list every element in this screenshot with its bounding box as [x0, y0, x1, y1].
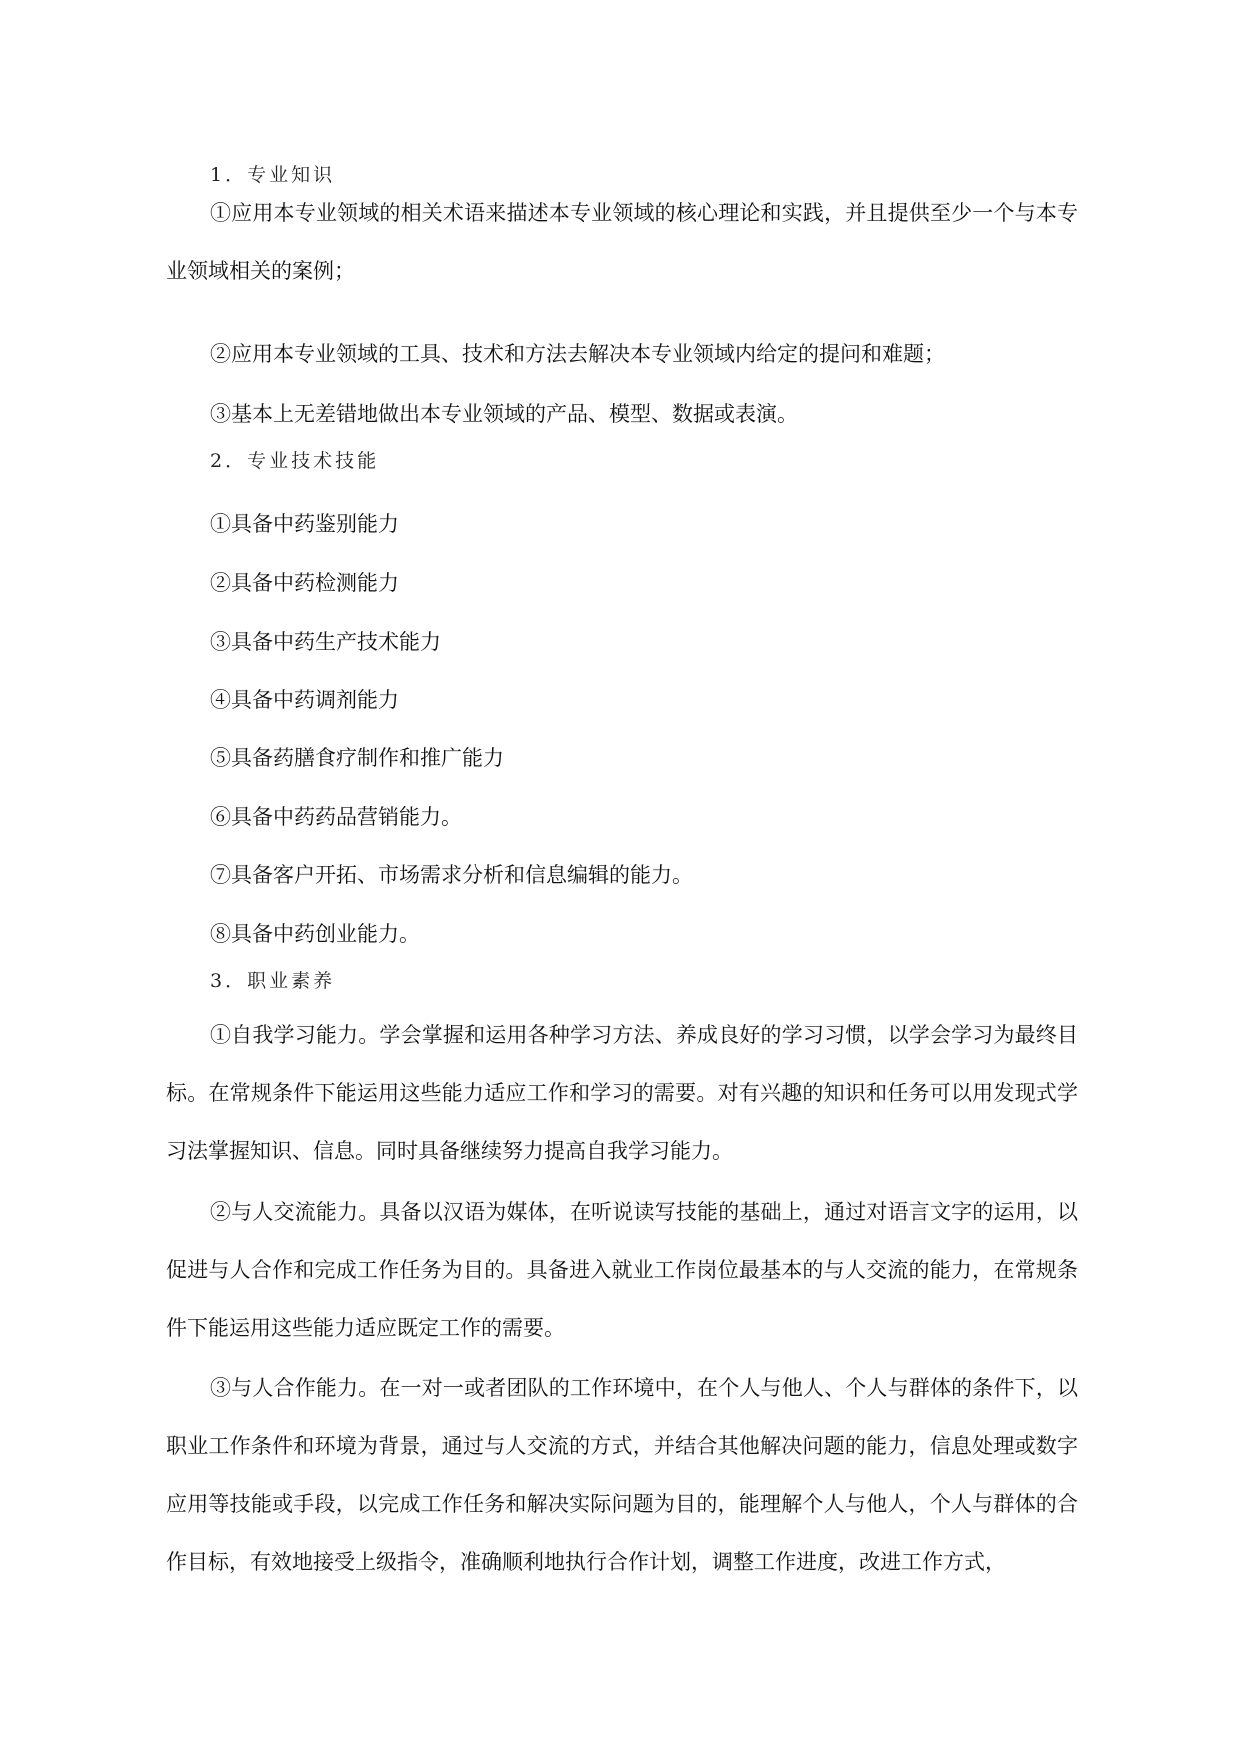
skill-item-4: ④具备中药调剂能力 — [210, 688, 399, 712]
skill-item-1: ①具备中药鉴别能力 — [210, 512, 399, 536]
knowledge-item-2: ②应用本专业领域的工具、技术和方法去解决本专业领域内给定的提问和难题； — [210, 342, 945, 366]
skill-item-8: ⑧具备中药创业能力。 — [210, 922, 420, 946]
skill-item-2: ②具备中药检测能力 — [210, 571, 399, 595]
section-heading-professional-quality: 3．职业素养 — [210, 970, 336, 992]
knowledge-item-1: ①应用本专业领域的相关术语来描述本专业领域的核心理论和实践，并且提供至少一个与本专业领域相关的案例； — [166, 201, 1078, 283]
quality-item-3: ③与人合作能力。在一对一或者团队的工作环境中，在个人与他人、个人与群体的条件下，以职业工作条件和环境为背景，通过与人交流的方式，并结合其他解决问题的能力，信息处理或数字应用等技能或手段，以完成工作任务和解决实际问题为目的，能理解个人与他人，个人与群体的合作目标，有效地接受上级指令，准确顺利地执行合作计划，调整工作进度，改进工作方式， — [166, 1376, 1078, 1574]
skill-item-3: ③具备中药生产技术能力 — [210, 630, 441, 654]
section-heading-knowledge: 1．专业知识 — [210, 164, 336, 186]
skill-item-5: ⑤具备药膳食疗制作和推广能力 — [210, 746, 504, 770]
knowledge-item-3: ③基本上无差错地做出本专业领域的产品、模型、数据或表演。 — [210, 402, 798, 426]
skill-item-6: ⑥具备中药药品营销能力。 — [210, 805, 462, 829]
skill-item-7: ⑦具备客户开拓、市场需求分析和信息编辑的能力。 — [210, 863, 693, 887]
section-heading-technical-skills: 2．专业技术技能 — [210, 450, 380, 472]
quality-item-2: ②与人交流能力。具备以汉语为媒体，在听说读写技能的基础上，通过对语言文字的运用，以促进与人合作和完成工作任务为目的。具备进入就业工作岗位最基本的与人交流的能力，在常规条件下能运用这些能力适应既定工作的需要。 — [166, 1200, 1078, 1340]
quality-item-1: ①自我学习能力。学会掌握和运用各种学习方法、养成良好的学习习惯，以学会学习为最终目标。在常规条件下能运用这些能力适应工作和学习的需要。对有兴趣的知识和任务可以用发现式学习法掌握知识、信息。同时具备继续努力提高自我学习能力。 — [166, 1023, 1078, 1163]
